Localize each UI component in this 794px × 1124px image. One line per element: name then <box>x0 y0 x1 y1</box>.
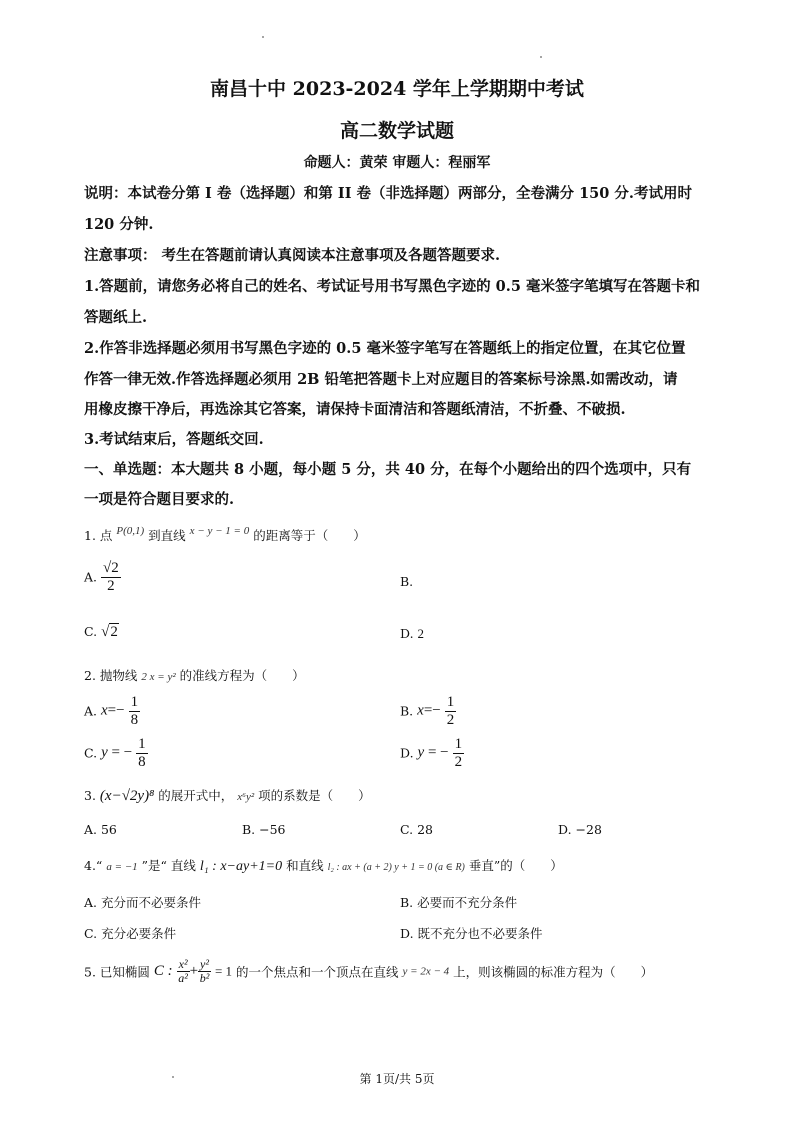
q4-line-l1: l₁ : x−ay+1=0 <box>199 859 283 874</box>
fraction-denominator: a² <box>178 971 188 986</box>
q5-line: y = 2x − 4 <box>402 965 450 978</box>
option-variable: x <box>101 702 108 719</box>
equals-minus: = − <box>424 744 449 761</box>
notice-item: 作答一律无效.作答选择题必须用 2B 铅笔把答题卡上对应题目的答案标号涂黑.如需改动，请 <box>84 371 678 388</box>
notice-item: 用橡皮擦干净后，再选涂其它答案，请保持卡面清洁和答题纸清洁，不折叠、不破损. <box>84 401 626 418</box>
equals-minus: =− <box>107 702 125 719</box>
q1-option-c <box>84 624 119 641</box>
fraction-numerator: 1 <box>138 736 146 752</box>
option-label: B. <box>400 574 414 589</box>
q5-fraction-y <box>198 958 211 985</box>
question-3 <box>84 786 371 805</box>
fraction-denominator: 8 <box>130 711 139 728</box>
option-value: 2 <box>417 626 425 641</box>
option-variable: y <box>417 744 425 761</box>
notice-item: 答题纸上. <box>84 309 148 326</box>
question-2 <box>84 666 305 684</box>
fraction-denominator: 2 <box>446 711 455 728</box>
option-variable: y <box>101 744 108 761</box>
q2-option-a <box>84 694 140 728</box>
q2-text: 2. 抛物线 <box>84 668 138 683</box>
q3-text: 的展开式中， <box>158 788 234 803</box>
q1-point: P(0,1) <box>116 525 145 537</box>
notice-item: 2.作答非选择题必须用书写黑色字迹的 0.5 毫米签字笔写在答题纸上的指定位置，在其它位置 <box>84 340 686 357</box>
q3-option-b: B. −56 <box>242 822 286 837</box>
option-label: C. <box>84 745 98 761</box>
q3-text: 3. <box>84 788 96 803</box>
fraction-numerator: y² <box>200 957 209 971</box>
q1-text: 到直线 <box>148 528 186 543</box>
q1-text: 1. 点 <box>84 528 113 543</box>
notice-item: 3.考试结束后，答题纸交回. <box>84 431 264 448</box>
q2-parabola: 2 x = y² <box>141 671 176 683</box>
fraction-numerator: 1 <box>446 694 455 710</box>
q1-line: x − y − 1 = 0 <box>189 525 250 537</box>
q1-option-a <box>84 560 121 594</box>
fraction-numerator: 1 <box>130 694 139 710</box>
q4-option-a: A. 充分而不必要条件 <box>84 895 201 910</box>
question-1 <box>84 526 366 544</box>
q2-c-fraction <box>136 736 148 770</box>
option-label: A. <box>84 569 98 585</box>
q2-text: 的准线方程为（ ） <box>179 668 305 683</box>
exam-title: 南昌十中 2023-2024 学年上学期期中考试 <box>210 78 584 100</box>
q2-d-fraction <box>453 736 465 770</box>
q4-line-l2: l₂ : ax + (a + 2) y + 1 = 0 (a ∈ R) <box>327 862 465 873</box>
notice-item: 1.答题前，请您务必将自己的姓名、考试证号用书写黑色字迹的 0.5 毫米签字笔填写在答题卡和 <box>84 278 700 295</box>
q4-text: ”是“ 直线 <box>141 858 196 873</box>
q4-text: 垂直”的（ ） <box>468 858 563 873</box>
option-label: C. <box>84 624 98 639</box>
q3-option-d: D. −28 <box>558 822 602 837</box>
q1-c-sqrt: √2 <box>101 624 118 640</box>
q3-term: x⁶y² <box>237 791 255 803</box>
option-label: B. <box>400 703 414 719</box>
radicand: 2 <box>110 624 118 640</box>
fraction-numerator: √2 <box>103 560 119 576</box>
fraction-denominator: 2 <box>107 577 115 594</box>
option-variable: x <box>417 702 424 719</box>
section-heading: 一项是符合题目要求的. <box>84 491 235 508</box>
equals-minus: = − <box>107 744 133 761</box>
q5-text: 的一个焦点和一个顶点在直线 <box>236 964 399 980</box>
exam-subtitle: 高二数学试题 <box>339 120 454 142</box>
q3-option-c: C. 28 <box>400 822 433 837</box>
q4-option-b: B. 必要而不充分条件 <box>400 895 518 910</box>
q4-condition: a = −1 <box>106 861 138 873</box>
fraction-numerator: 1 <box>454 736 463 752</box>
q5-ellipse-name: C : <box>153 963 173 980</box>
section-heading: 一、单选题：本大题共 8 小题，每小题 5 分，共 40 分，在每个小题给出的四个选项中，只有 <box>84 461 692 478</box>
q2-a-fraction <box>129 694 141 728</box>
q2-option-c <box>84 736 148 770</box>
fraction-denominator: b² <box>199 971 210 986</box>
scan-speck <box>540 56 542 58</box>
q1-option-d <box>400 626 424 642</box>
scan-speck <box>262 36 264 38</box>
fraction-denominator: 2 <box>454 753 463 770</box>
notice-heading: 注意事项： 考生在答题前请认真阅读本注意事项及各题答题要求. <box>84 247 501 264</box>
question-4 <box>84 856 563 875</box>
q2-b-fraction <box>445 694 457 728</box>
q3-option-a: A. 56 <box>84 822 117 837</box>
question-5 <box>84 958 653 985</box>
option-label: D. <box>400 745 414 761</box>
q2-option-d <box>400 736 464 770</box>
exam-authors: 命题人：黄荣 审题人：程丽军 <box>303 155 491 171</box>
q3-text: 项的系数是（ ） <box>258 788 371 803</box>
q4-option-c: C. 充分必要条件 <box>84 926 177 941</box>
q4-text: 4.“ <box>84 858 103 873</box>
equals-one: = 1 <box>214 963 233 979</box>
option-label: A. <box>84 703 98 719</box>
option-label: D. <box>400 626 414 641</box>
intro-line: 说明：本试卷分第 I 卷（选择题）和第 II 卷（非选择题）两部分，全卷满分 150 分.考试用时 <box>84 185 692 202</box>
q4-option-d: D. 既不充分也不必要条件 <box>400 926 543 941</box>
q5-fraction-x <box>177 958 190 985</box>
q2-option-b <box>400 694 456 728</box>
q4-text: 和直线 <box>286 858 324 873</box>
q5-text: 5. 已知椭圆 <box>84 964 150 980</box>
q1-a-fraction <box>101 560 121 594</box>
q3-expression: (x−√2y)⁸ <box>99 788 155 804</box>
equals-minus: =− <box>423 702 441 719</box>
q1-text: 的距离等于（ ） <box>253 528 366 543</box>
fraction-denominator: 8 <box>138 753 146 770</box>
q5-text: 上，则该椭圆的标准方程为（ ） <box>453 964 654 980</box>
fraction-numerator: x² <box>178 957 188 971</box>
intro-line: 120 分钟. <box>84 216 154 233</box>
plus-sign: + <box>189 963 199 980</box>
q1-option-b <box>400 574 413 589</box>
page-number: 第 1页/共 5页 <box>359 1072 435 1086</box>
